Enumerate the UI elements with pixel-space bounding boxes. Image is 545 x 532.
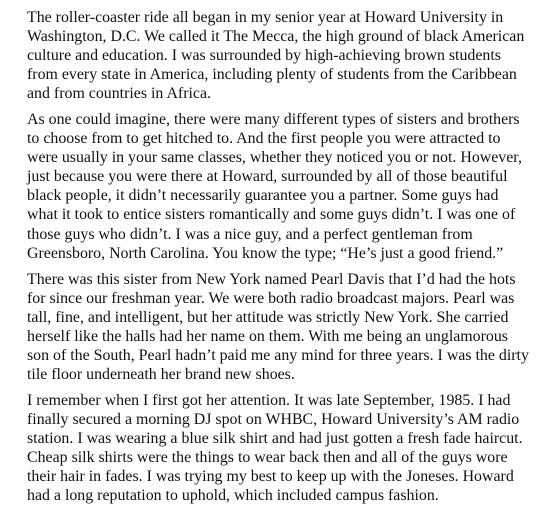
paragraph-3: There was this sister from New York named Pearl Davis that I’d had the hots for since our freshman year. We were both radio broadcast majors. Pearl was tall, fine, and intelligent, but her attitude was strictly New York. She carried herself like the halls had her name on them. With me being an unglamorous son of the South, Pearl hadn’t paid me any mind for three years. I was the dirty tile floor underneath her brand new shoes. <box>27 270 529 383</box>
paragraph-1: The roller-coaster ride all began in my senior year at Howard University in Washington, D.C. We called it The Mecca, the high ground of black American culture and education. I was surrounded by high-achieving brown students from every state in America, including plenty of students from the Caribbean and from countries in Africa. <box>27 9 525 103</box>
paragraph-2: As one could imagine, there were many different types of sisters and brothers to choose from to get hitched to. And the first people you were attracted to were usually in your same classes, whether they noticed you or not. However, just because you were there at Howard, surrounded by all of those beautiful black people, it didn’t necessarily guarantee you a partner. Some guys had what it took to entice sisters romantically and some guys didn’t. I was one of those guys who didn’t. I was a nice guy, and a perfect gentleman from Greensboro, North Carolina. You know the type; “He’s just a good friend.” <box>27 111 522 262</box>
paragraph-4: I remember when I first got her attention. It was late September, 1985. I had finally secured a morning DJ spot on WHBC, Howard University’s AM radio station. I was wearing a blue silk shirt and had just gotten a fresh fade haircut. Cheap silk shirts were the things to wear back then and all of the guys wore their hair in fades. I was trying my best to keep up with the Joneses. Howard had a long reputation to uphold, which included campus fashion. <box>27 391 523 505</box>
